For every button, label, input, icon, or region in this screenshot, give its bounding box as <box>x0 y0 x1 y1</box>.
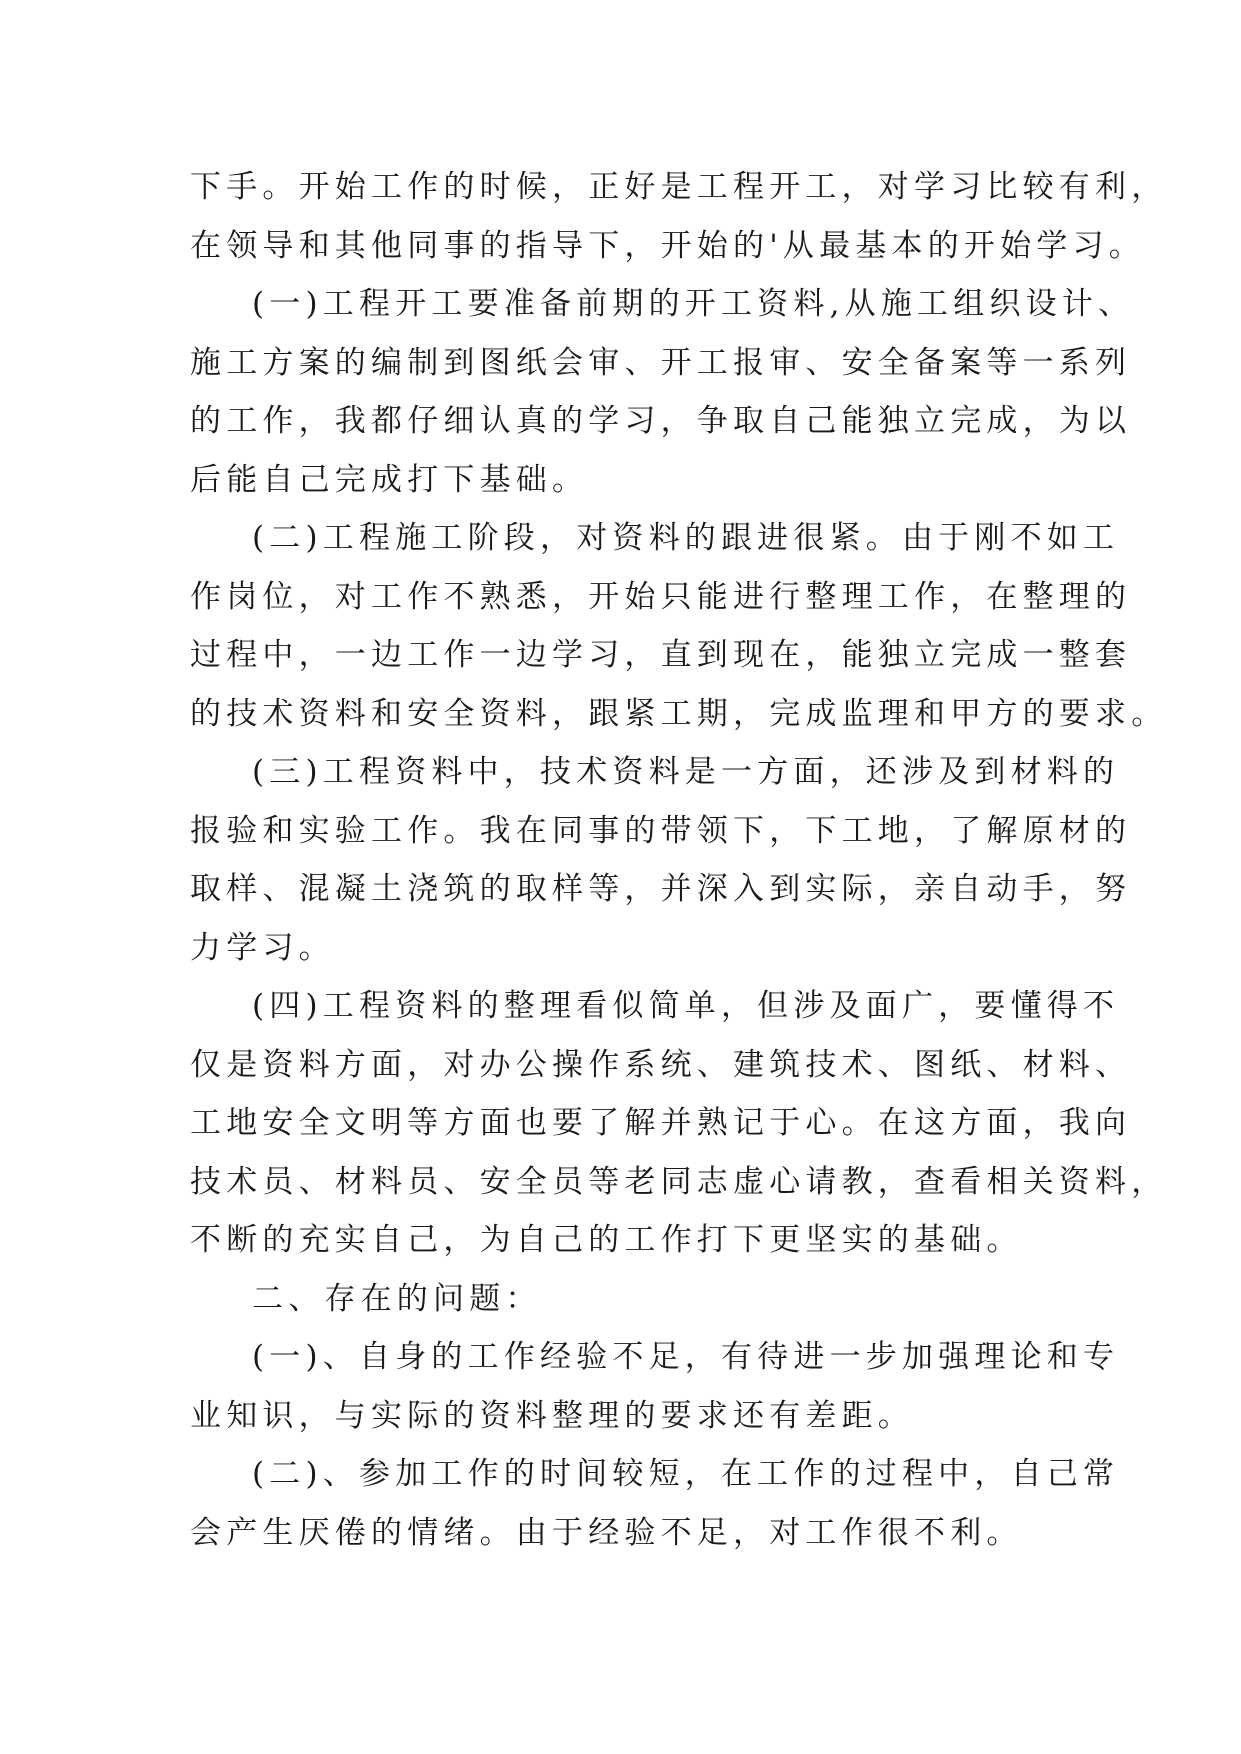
text-line-first: (二)、参加工作的时间较短，在工作的过程中，自己常 <box>252 1456 1120 1492</box>
paragraph-item-4 <box>190 977 1168 1270</box>
paragraph-item-3 <box>190 743 1132 977</box>
text-line: 力学习。 <box>190 929 335 966</box>
text-line-first: (四)工程资料的整理看似简单，但涉及面广，要懂得不 <box>252 988 1120 1024</box>
text-line: 作岗位，对工作不熟悉，开始只能进行整理工作，在整理的 <box>190 578 1132 615</box>
text-line: 在领导和其他同事的指导下，开始的'从最基本的开始学习。 <box>190 227 1145 264</box>
text-line: 的技术资料和安全资料，跟紧工期，完成监理和甲方的要求。 <box>190 695 1168 732</box>
paragraph-problem-2 <box>190 1445 1120 1562</box>
text-line-first: (三)工程资料中，技术资料是一方面，还涉及到材料的 <box>252 754 1120 790</box>
paragraph-problem-1 <box>190 1328 1120 1445</box>
section-heading-problems <box>190 1270 1070 1329</box>
text-line-first: (一)工程开工要准备前期的开工资料,从施工组织设计、 <box>252 286 1135 322</box>
text-line: 后能自己完成打下基础。 <box>190 461 589 498</box>
text-line: 下手。开始工作的时候，正好是工程开工，对学习比较有利， <box>190 169 1168 205</box>
paragraph-intro-continued <box>190 158 1168 275</box>
text-line: 不断的充实自己，为自己的工作打下更坚实的基础。 <box>190 1222 1023 1258</box>
text-line: 过程中，一边工作一边学习，直到现在，能独立完成一整套 <box>190 637 1132 673</box>
document-body <box>190 158 1168 1562</box>
text-line: 技术员、材料员、安全员等老同志虚心请教，查看相关资料， <box>190 1163 1168 1200</box>
text-line: 仅是资料方面，对办公操作系统、建筑技术、图纸、材料、 <box>190 1046 1132 1083</box>
heading-line: 二、存在的问题： <box>252 1280 542 1317</box>
text-line: 报验和实验工作。我在同事的带领下，下工地，了解原材的 <box>190 812 1132 849</box>
text-line: 的工作，我都仔细认真的学习，争取自己能独立完成，为以 <box>190 403 1132 439</box>
text-line-first: (二)工程施工阶段，对资料的跟进很紧。由于刚不如工 <box>252 520 1120 556</box>
text-line: 工地安全文明等方面也要了解并熟记于心。在这方面，我向 <box>190 1105 1132 1141</box>
text-line: 业知识，与实际的资料整理的要求还有差距。 <box>190 1397 914 1434</box>
text-line: 施工方案的编制到图纸会审、开工报审、安全备案等一系列 <box>190 344 1132 381</box>
text-line-first: (一)、自身的工作经验不足，有待进一步加强理论和专 <box>252 1339 1120 1375</box>
text-line: 取样、混凝土浇筑的取样等，并深入到实际，亲自动手，努 <box>190 871 1132 907</box>
text-line: 会产生厌倦的情绪。由于经验不足，对工作很不利。 <box>190 1514 1023 1551</box>
paragraph-item-2 <box>190 509 1168 743</box>
paragraph-item-1 <box>190 275 1135 509</box>
